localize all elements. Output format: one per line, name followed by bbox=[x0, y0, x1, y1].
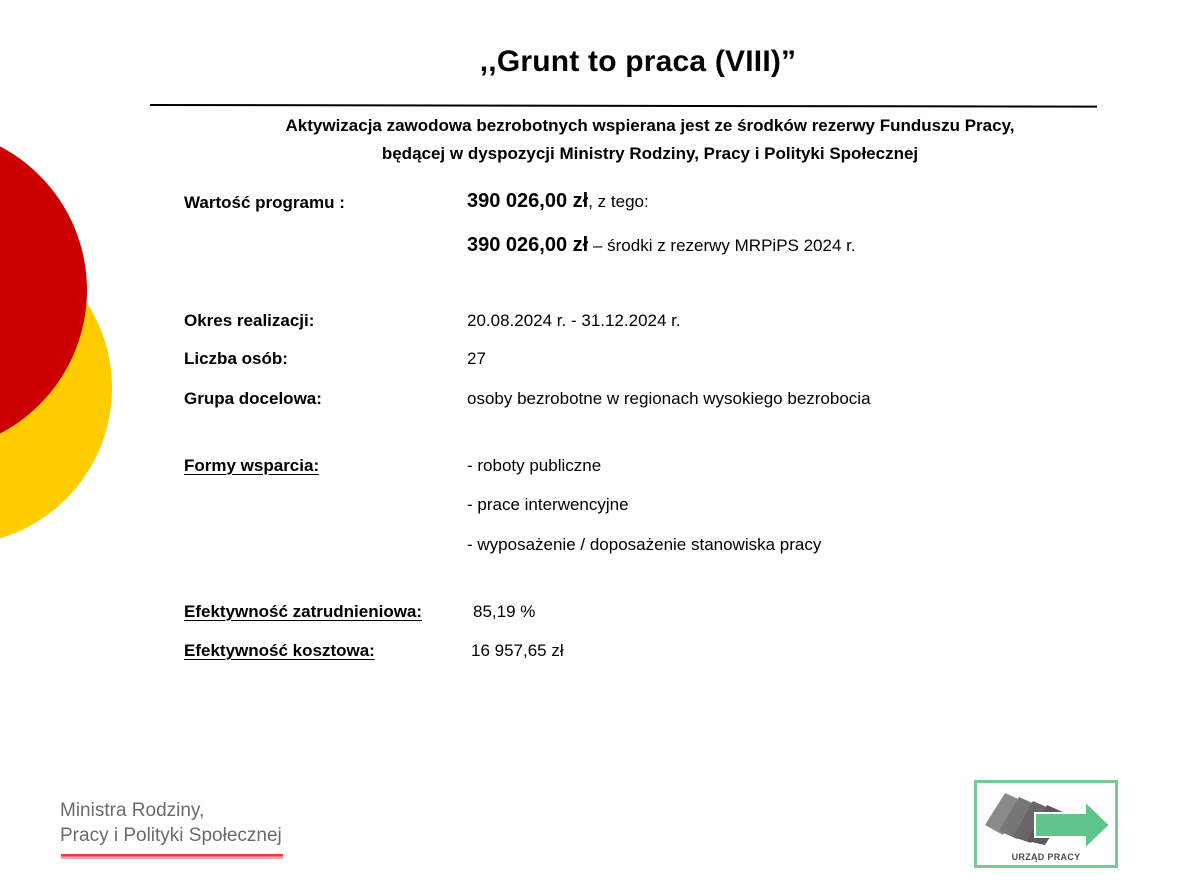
employment-efficiency-value: 85,19 % bbox=[473, 602, 536, 621]
page-title: ,,Grunt to praca (VIII)” bbox=[479, 45, 797, 78]
labor-office-logo bbox=[974, 780, 1118, 868]
subtitle bbox=[215, 112, 1085, 168]
program-reserve-suffix: – środki z rezerwy MRPiPS 2024 r. bbox=[588, 236, 856, 255]
subtitle-line-2: będącej w dyspozycji Ministry Rodziny, Pracy i Polityki Społecznej bbox=[381, 144, 919, 163]
ministry-line-2: Pracy i Polityki Społecznej bbox=[60, 825, 282, 846]
support-item: - roboty publiczne bbox=[467, 456, 602, 475]
ministry-logo-text bbox=[60, 798, 282, 848]
count-label: Liczba osób: bbox=[184, 349, 288, 368]
program-reserve-row bbox=[467, 234, 856, 257]
employment-efficiency-label: Efektywność zatrudnieniowa: bbox=[184, 602, 423, 621]
support-item: - wyposażenie / doposażenie stanowiska pracy bbox=[467, 535, 822, 554]
cost-efficiency-value: 16 957,65 zł bbox=[471, 641, 564, 660]
program-reserve-amount: 390 026,00 zł bbox=[467, 234, 589, 256]
period-label: Okres realizacji: bbox=[184, 311, 315, 330]
program-value-amount: 390 026,00 zł bbox=[467, 190, 589, 212]
group-label: Grupa docelowa: bbox=[184, 389, 322, 408]
support-item: - prace interwencyjne bbox=[467, 495, 629, 514]
ministry-logo-bar bbox=[61, 854, 283, 859]
support-label: Formy wsparcia: bbox=[184, 456, 320, 475]
subtitle-line-1: Aktywizacja zawodowa bezrobotnych wspierana jest ze środków rezerwy Funduszu Pracy, bbox=[285, 116, 1015, 135]
title-divider bbox=[150, 104, 1097, 108]
program-value-suffix: , z tego: bbox=[588, 192, 649, 211]
period-value: 20.08.2024 r. - 31.12.2024 r. bbox=[467, 311, 681, 330]
count-value: 27 bbox=[467, 349, 486, 368]
group-value: osoby bezrobotne w regionach wysokiego bezrobocia bbox=[467, 389, 871, 408]
labor-office-label: URZĄD PRACY bbox=[1011, 852, 1081, 862]
program-value-label: Wartość programu : bbox=[184, 193, 345, 212]
decorative-circles bbox=[0, 0, 130, 600]
ministry-line-1: Ministra Rodziny, bbox=[60, 800, 205, 821]
program-value-row bbox=[467, 190, 649, 213]
cost-efficiency-label: Efektywność kosztowa: bbox=[184, 641, 375, 660]
